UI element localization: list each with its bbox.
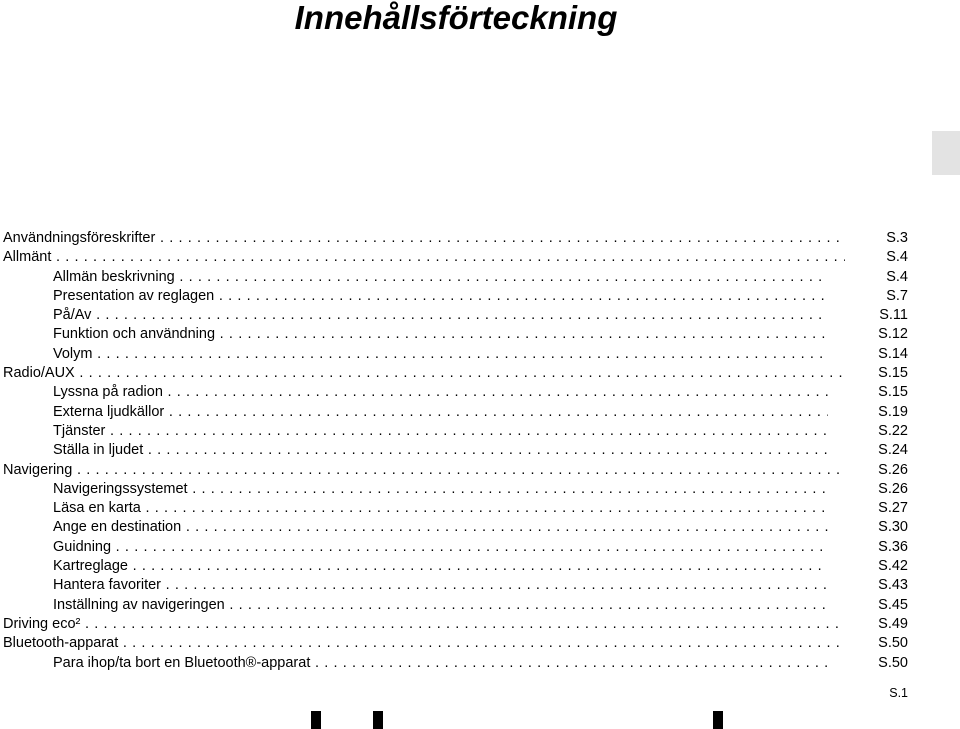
toc-entry-page: S.7 xyxy=(886,287,908,304)
toc-entry-page: S.27 xyxy=(878,500,908,517)
toc-entry[interactable] xyxy=(0,538,912,557)
toc-entry-label: Volym . . . xyxy=(53,345,828,364)
toc-entry-label: Tjänster . . . xyxy=(53,422,828,441)
toc-entry[interactable] xyxy=(0,364,912,383)
toc-entry[interactable] xyxy=(0,422,912,441)
toc-entry-page: S.36 xyxy=(878,538,908,555)
toc-entry-label: Hantera favoriter . . . xyxy=(53,576,828,595)
toc-entry-page: S.15 xyxy=(878,384,908,401)
toc-entry-page: S.4 xyxy=(886,249,908,266)
toc-entry-page: S.3 xyxy=(886,230,908,246)
toc-entry-page: S.11 xyxy=(879,307,908,324)
toc-entry[interactable] xyxy=(0,499,912,518)
toc-entry-label: Radio/AUX . . . xyxy=(3,364,845,383)
toc-entry-page: S.49 xyxy=(878,615,908,632)
toc-entry-label: Läsa en karta . . . xyxy=(53,499,828,518)
toc-entry-page: S.22 xyxy=(878,422,908,439)
toc-entry[interactable] xyxy=(0,441,912,460)
toc-entry-label: Guidning . . . xyxy=(53,538,828,557)
toc-entry-label: Para ihop/ta bort en Bluetooth®-apparat . . . xyxy=(53,654,828,673)
side-tab-marker xyxy=(932,131,960,175)
toc-entry-label: Inställning av navigeringen . . . xyxy=(53,596,828,615)
toc-entry[interactable] xyxy=(0,634,912,653)
crop-mark xyxy=(713,711,723,729)
toc-entry-page: S.24 xyxy=(878,442,908,459)
toc-entry[interactable] xyxy=(0,248,912,267)
toc-entry[interactable] xyxy=(0,596,912,615)
toc-entry-page: S.26 xyxy=(878,480,908,497)
toc-entry[interactable] xyxy=(0,325,912,344)
toc-entry-page: S.12 xyxy=(878,326,908,343)
toc-entry-page: S.14 xyxy=(878,345,908,362)
toc-entry-label: Navigeringssystemet . . . xyxy=(53,480,828,499)
toc-entry[interactable] xyxy=(0,557,912,576)
toc-entry[interactable] xyxy=(0,654,912,673)
toc-entry[interactable] xyxy=(0,461,912,480)
toc-entry[interactable] xyxy=(0,287,912,306)
toc-entry-page: S.43 xyxy=(878,577,908,594)
toc-entry[interactable] xyxy=(0,268,912,287)
toc-entry[interactable] xyxy=(0,345,912,364)
toc-entry-page: S.19 xyxy=(878,403,908,420)
table-of-contents xyxy=(0,229,912,673)
toc-entry-label: Ange en destination . . . xyxy=(53,518,828,537)
toc-entry-page: S.30 xyxy=(878,519,908,536)
crop-mark xyxy=(373,711,383,729)
crop-mark xyxy=(311,711,321,729)
toc-entry[interactable] xyxy=(0,403,912,422)
toc-entry-label: Lyssna på radion . . . xyxy=(53,383,828,402)
toc-entry-label: Allmänt . . . xyxy=(3,248,845,267)
page-title: Innehållsförteckning xyxy=(294,0,618,36)
toc-entry[interactable] xyxy=(0,306,912,325)
toc-entry-page: S.42 xyxy=(878,558,908,575)
toc-entry[interactable] xyxy=(0,383,912,402)
toc-entry-page: S.45 xyxy=(878,596,908,613)
toc-entry-page: S.50 xyxy=(878,654,908,671)
toc-entry-page: S.50 xyxy=(878,635,908,652)
toc-entry-page: S.26 xyxy=(878,461,908,478)
toc-entry-page: S.15 xyxy=(878,365,908,382)
toc-entry[interactable] xyxy=(0,518,912,537)
toc-entry[interactable] xyxy=(0,576,912,595)
toc-entry-label: Presentation av reglagen . . . xyxy=(53,287,828,306)
toc-entry-label: Användningsföreskrifter . . . xyxy=(3,229,845,248)
toc-entry-label: Allmän beskrivning . . . xyxy=(53,268,828,287)
toc-entry-label: Funktion och användning . . . xyxy=(53,325,828,344)
toc-entry[interactable] xyxy=(0,229,912,248)
toc-entry-label: Driving eco² . . . xyxy=(3,615,845,634)
toc-entry[interactable] xyxy=(0,480,912,499)
toc-entry-label: Bluetooth-apparat . . . xyxy=(3,634,845,653)
toc-entry-label: Ställa in ljudet . . . xyxy=(53,441,828,460)
toc-entry[interactable] xyxy=(0,615,912,634)
toc-entry-label: Navigering . . . xyxy=(3,461,845,480)
page-number: S.1 xyxy=(889,686,908,700)
toc-entry-label: Externa ljudkällor . . . xyxy=(53,403,828,422)
toc-entry-page: S.4 xyxy=(886,268,908,285)
toc-entry-label: På/Av . . . xyxy=(53,306,828,325)
toc-entry-label: Kartreglage . . . xyxy=(53,557,828,576)
